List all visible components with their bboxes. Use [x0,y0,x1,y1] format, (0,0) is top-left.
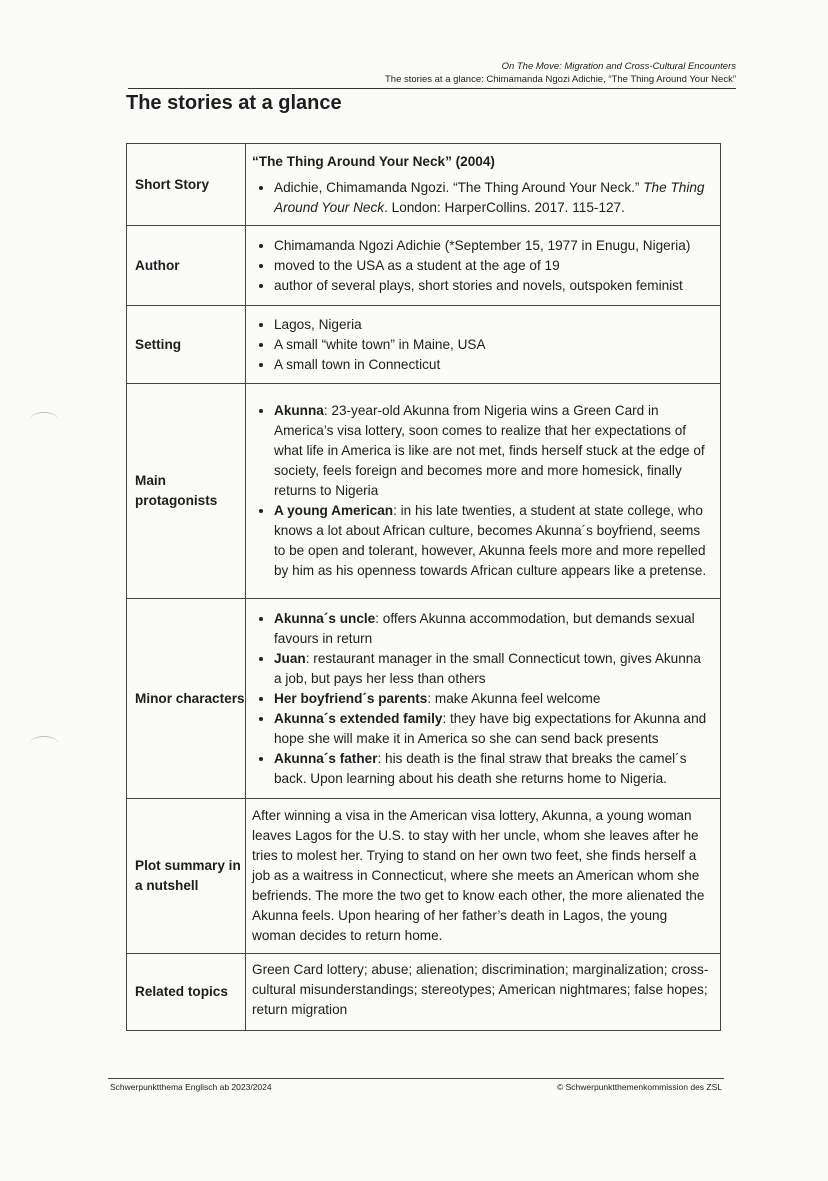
scan-mark [30,412,58,427]
list-item: • Her boyfriend´s parents: make Akunna feel welcome [274,689,712,709]
list-item: • Akunna´s father: his death is the final straw that breaks the camel´s back. Upon learning about his death she returns home to Nigeria. [274,749,712,789]
list-item: • A small “white town” in Maine, USA [274,335,712,355]
row-label: Plot summary in a nutshell [127,799,246,954]
list-item: • A young American: in his late twenties, a student at state college, who knows a lot about African culture, becomes Akunna´s boyfriend, seems to be open and tolerant, however, Akunna feels more and more repelled by him as his openness towards African culture appears like a pretense. [274,501,712,581]
row-label: Minor characters [127,599,246,799]
footer-right: © Schwerpunktthemenkommission des ZSL [557,1082,722,1092]
row-plot-summary [127,799,721,954]
series-title: On The Move: Migration and Cross-Cultural Encounters [501,61,736,72]
running-header [385,60,736,86]
topics-text: Green Card lottery; abuse; alienation; discrimination; marginalization; cross-cultural misunderstandings; stereotypes; American nightmares; false hopes; return migration [246,954,721,1031]
story-title: “The Thing Around Your Neck” (2004) [252,153,495,169]
list-item: • Chimamanda Ngozi Adichie (*September 15, 1977 in Enugu, Nigeria) [274,236,712,256]
citation: • Adichie, Chimamanda Ngozi. “The Thing Around Your Neck.” The Thing Around Your Neck. London: HarperCollins. 2017. 115-127. [274,178,712,218]
row-minor-characters [127,599,721,799]
header-rule [128,88,736,89]
row-author [127,226,721,306]
list-item: • Akunna´s extended family: they have big expectations for Akunna and hope she will make it in America so she can send back presents [274,709,712,749]
header-subtitle: The stories at a glance: Chimamanda Ngozi Adichie, “The Thing Around Your Neck” [385,74,736,85]
list-item: • Akunna: 23-year-old Akunna from Nigeria wins a Green Card in America’s visa lottery, soon comes to realize that her expectations of what life in America is like are not met, finds herself stuck at the edge of society, feels foreign and becomes more and more homesick, finally returns to Nigeria [274,401,712,501]
row-related-topics [127,954,721,1031]
row-label: Related topics [127,954,246,1031]
row-label: Main protagonists [127,384,246,599]
list-item: • Juan: restaurant manager in the small Connecticut town, gives Akunna a job, but pays her less than others [274,649,712,689]
row-short-story [127,144,721,226]
list-item: • A small town in Connecticut [274,355,712,375]
list-item: • moved to the USA as a student at the age of 19 [274,256,712,276]
row-label: Setting [127,306,246,384]
overview-table [126,143,721,1031]
plot-text: After winning a visa in the American visa lottery, Akunna, a young woman leaves Lagos for the U.S. to stay with her uncle, whom she leaves after he tries to molest her. Trying to stand on her own two feet, she finds herself a job as a waitress in Connecticut, where she meets an American whom she befriends. The more the two get to know each other, the more alienated the Akunna feels. Upon hearing of her father’s death in Lagos, the young woman decides to return home. [246,799,721,954]
row-main-protagonists [127,384,721,599]
footer-left: Schwerpunktthema Englisch ab 2023/2024 [110,1082,272,1092]
row-label: Short Story [127,144,246,226]
row-label: Author [127,226,246,306]
list-item: • Akunna´s uncle: offers Akunna accommodation, but demands sexual favours in return [274,609,712,649]
footer-rule [108,1078,724,1079]
page-title: The stories at a glance [126,92,342,114]
list-item: • Lagos, Nigeria [274,315,712,335]
list-item: • author of several plays, short stories and novels, outspoken feminist [274,276,712,296]
scan-mark [30,736,58,751]
row-setting [127,306,721,384]
